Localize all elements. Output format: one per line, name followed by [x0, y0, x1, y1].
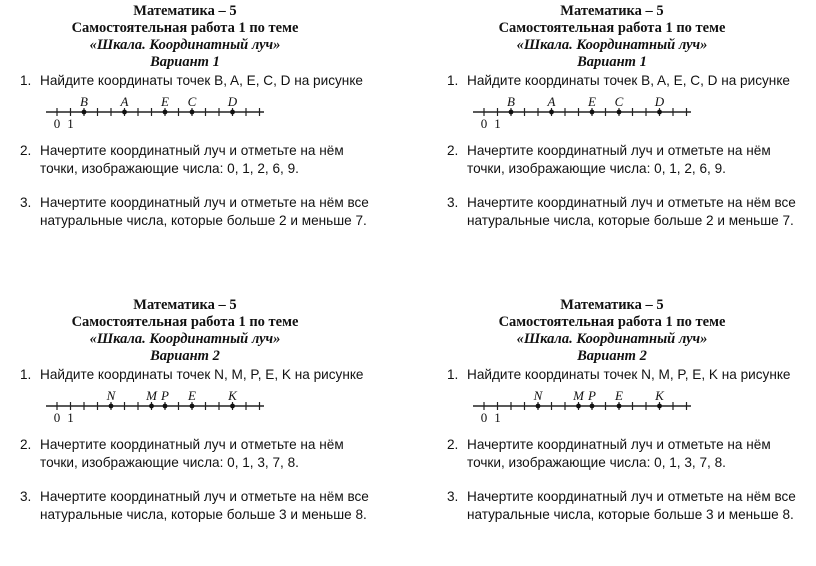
point-m-dot	[149, 404, 154, 409]
work-title: Самостоятельная работа 1 по теме	[498, 314, 726, 330]
point-label-m: M	[146, 388, 157, 403]
point-a-dot	[122, 110, 127, 115]
work-title: Самостоятельная работа 1 по теме	[498, 20, 726, 36]
point-label-n: N	[533, 388, 543, 403]
task-text-line: Начертите координатный луч и отметьте на нём	[40, 143, 344, 158]
subject-title: Математика – 5	[560, 297, 664, 313]
unit-label: 1	[67, 116, 74, 131]
point-label-e: E	[588, 94, 596, 109]
origin-label: 0	[53, 116, 61, 131]
point-b-dot	[82, 110, 87, 115]
point-label-n: N	[106, 388, 116, 403]
task-text-line: Начертите координатный луч и отметьте на нём все	[467, 195, 796, 210]
task-number: 3.	[20, 489, 32, 504]
task-number: 2.	[20, 437, 32, 452]
point-label-e: E	[188, 388, 196, 403]
task-text-line: Начертите координатный луч и отметьте на нём	[40, 437, 344, 452]
task-number: 3.	[447, 195, 459, 210]
topic-title: «Шкала. Координатный луч»	[89, 331, 281, 347]
task-number: 2.	[20, 143, 32, 158]
point-p-dot	[590, 404, 595, 409]
task-text-line: натуральные числа, которые больше 2 и меньше 7.	[40, 213, 367, 228]
task-number: 2.	[447, 143, 459, 158]
point-c-dot	[190, 110, 195, 115]
task-text-line: Найдите координаты точек B, A, E, C, D на рисунке	[467, 73, 790, 88]
task-number: 2.	[447, 437, 459, 452]
task-text-line: Найдите координаты точек N, M, P, E, K на рисунке	[40, 367, 364, 382]
card-variant2-left	[20, 296, 400, 566]
card-variant1-left	[20, 2, 400, 272]
point-label-c: C	[187, 94, 197, 109]
point-label-e: E	[161, 94, 169, 109]
point-c-dot	[617, 110, 622, 115]
subject-title: Математика – 5	[133, 3, 237, 19]
point-label-m: M	[573, 388, 584, 403]
point-e-dot	[617, 404, 622, 409]
work-title: Самостоятельная работа 1 по теме	[71, 314, 299, 330]
coordinate-ray	[20, 90, 280, 132]
card-variant1-right	[447, 2, 816, 272]
point-k-dot	[230, 404, 235, 409]
point-label-a: A	[547, 94, 556, 109]
subject-title: Математика – 5	[560, 3, 664, 19]
point-label-c: C	[614, 94, 624, 109]
task-text-line: Найдите координаты точек B, A, E, C, D на рисунке	[40, 73, 363, 88]
point-d-dot	[657, 110, 662, 115]
point-b-dot	[509, 110, 514, 115]
work-title: Самостоятельная работа 1 по теме	[71, 20, 299, 36]
task-text-line: точки, изображающие числа: 0, 1, 3, 7, 8.	[467, 455, 726, 470]
task-text-line: натуральные числа, которые больше 3 и меньше 8.	[40, 507, 367, 522]
point-label-b: B	[80, 94, 88, 109]
task-text-line: Начертите координатный луч и отметьте на нём	[467, 437, 771, 452]
task-text-line: натуральные числа, которые больше 3 и меньше 8.	[467, 507, 794, 522]
task-number: 1.	[20, 367, 32, 382]
point-label-p: P	[588, 388, 596, 403]
point-e-dot	[590, 110, 595, 115]
point-n-dot	[536, 404, 541, 409]
point-e-dot	[190, 404, 195, 409]
task-text-line: натуральные числа, которые больше 2 и меньше 7.	[467, 213, 794, 228]
point-label-p: P	[161, 388, 169, 403]
origin-label: 0	[480, 116, 488, 131]
unit-label: 1	[494, 410, 501, 425]
origin-label: 0	[53, 410, 61, 425]
point-n-dot	[109, 404, 114, 409]
task-number: 3.	[447, 489, 459, 504]
task-text-line: точки, изображающие числа: 0, 1, 2, 6, 9.	[40, 161, 299, 176]
point-d-dot	[230, 110, 235, 115]
topic-title: «Шкала. Координатный луч»	[516, 37, 708, 53]
variant-title: Вариант 2	[150, 348, 220, 364]
task-text-line: Найдите координаты точек N, M, P, E, K на рисунке	[467, 367, 791, 382]
coordinate-ray	[447, 384, 707, 426]
task-number: 3.	[20, 195, 32, 210]
point-label-k: K	[228, 388, 237, 403]
coordinate-ray	[447, 90, 707, 132]
variant-title: Вариант 2	[577, 348, 647, 364]
point-label-a: A	[120, 94, 129, 109]
task-number: 1.	[447, 73, 459, 88]
point-label-d: D	[227, 94, 238, 109]
point-k-dot	[657, 404, 662, 409]
topic-title: «Шкала. Координатный луч»	[516, 331, 708, 347]
coordinate-ray	[20, 384, 280, 426]
task-number: 1.	[20, 73, 32, 88]
point-p-dot	[163, 404, 168, 409]
variant-title: Вариант 1	[150, 54, 220, 70]
task-text-line: Начертите координатный луч и отметьте на нём все	[40, 489, 369, 504]
task-text-line: Начертите координатный луч и отметьте на нём все	[467, 489, 796, 504]
point-e-dot	[163, 110, 168, 115]
topic-title: «Шкала. Координатный луч»	[89, 37, 281, 53]
origin-label: 0	[480, 410, 488, 425]
task-text-line: Начертите координатный луч и отметьте на нём все	[40, 195, 369, 210]
point-label-d: D	[654, 94, 665, 109]
point-a-dot	[549, 110, 554, 115]
point-label-b: B	[507, 94, 515, 109]
unit-label: 1	[494, 116, 501, 131]
point-m-dot	[576, 404, 581, 409]
task-text-line: точки, изображающие числа: 0, 1, 3, 7, 8.	[40, 455, 299, 470]
point-label-e: E	[615, 388, 623, 403]
point-label-k: K	[655, 388, 664, 403]
task-text-line: Начертите координатный луч и отметьте на нём	[467, 143, 771, 158]
subject-title: Математика – 5	[133, 297, 237, 313]
card-variant2-right	[447, 296, 816, 566]
task-number: 1.	[447, 367, 459, 382]
unit-label: 1	[67, 410, 74, 425]
task-text-line: точки, изображающие числа: 0, 1, 2, 6, 9.	[467, 161, 726, 176]
variant-title: Вариант 1	[577, 54, 647, 70]
